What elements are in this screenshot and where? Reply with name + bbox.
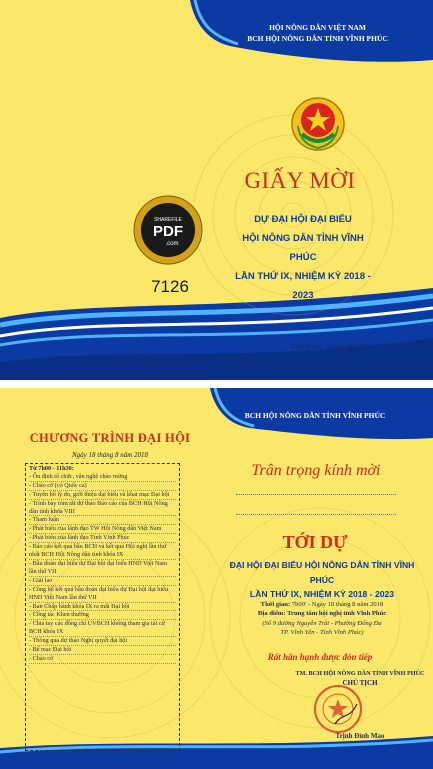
address-line-2: TP. Vĩnh Yên - Tỉnh Vĩnh Phúc) — [280, 629, 364, 636]
place-value: Trung tâm hội nghị tỉnh Vĩnh Phúc — [287, 610, 387, 617]
address-line-1: (Số 9 đường Nguyễn Trãi - Phường Đống Đa — [262, 620, 382, 627]
event-line-2: LẦN THỨ IX, NHIỆM KỲ 2018 - 2023 — [249, 589, 395, 599]
signature-organization: TM. BCH HỘI NÔNG DÂN TỈNH VĨNH PHÚC — [295, 670, 425, 677]
cover-organization — [215, 22, 420, 44]
list-item: - Phát biểu của lãnh đạo Tỉnh Vĩnh Phúc — [29, 534, 176, 543]
sharefile-pdf-badge — [133, 195, 203, 265]
invitation-inner — [0, 388, 433, 769]
inner-organization: BCH HỘI NÔNG DÂN TỈNH VĨNH PHÚC — [244, 411, 386, 420]
list-item: - Chia tay các đồng chí UVBCH không tham gia tái cử BCH khóa IX — [29, 620, 176, 637]
program-schedule — [25, 463, 180, 751]
attend-heading: TỚI DỰ — [282, 532, 348, 552]
schedule-heading: Từ 7h00 - 11h30: — [29, 465, 74, 472]
program-date: Ngày 18 tháng 8 năm 2018 — [71, 451, 149, 459]
document-code: 7126 — [151, 277, 189, 296]
subtitle-line-2: HỘI NÔNG DÂN TỈNH VĨNH PHÚC — [242, 233, 364, 263]
invitation-title: GIẤY MỜI — [244, 168, 356, 193]
invitation-cover — [0, 0, 433, 380]
program-title: CHƯƠNG TRÌNH ĐẠI HỘI — [29, 431, 191, 445]
place-label: Địa điểm: — [257, 610, 286, 617]
time-label: Thời gian: — [260, 601, 291, 608]
org-line-2: BCH HỘI NÔNG DÂN TỈNH VĨNH PHÚC — [247, 34, 388, 43]
list-item: - Bầu đoàn đại biểu dự Đại hội đại biểu HND Việt Nam lần thứ VII — [29, 560, 176, 577]
welcome-phrase: Rất hân hạnh được đón tiếp — [267, 652, 373, 662]
subtitle-line-1: DỰ ĐẠI HỘI ĐẠI BIỂU — [254, 214, 352, 225]
list-item: - Tuyên bố lý do, giới thiệu đại biểu và khai mạc Đại hội — [29, 491, 176, 500]
list-item: - Tham luận — [29, 516, 176, 525]
official-seal-stamp — [313, 684, 363, 734]
cover-date-place: Vĩnh Phúc, tháng 08/2018 — [290, 342, 370, 351]
list-item: - Trình bày tóm tắt dự thảo Báo cáo của BCH Hội Nông dân tỉnh khóa VIII — [29, 500, 176, 517]
badge-top-text: SHAREFILE — [154, 217, 182, 223]
cover-subtitle — [228, 210, 378, 305]
badge-main-text: PDF — [153, 223, 183, 240]
org-line-1: HỘI NÔNG DÂN VIỆT NAM — [269, 23, 366, 32]
list-item: - Báo cáo kết quả bầu BCH và kết quả Hội nghị lần thứ nhất BCH Hội Nông dân tỉnh khóa IX — [29, 543, 176, 560]
farmers-association-emblem — [290, 96, 346, 152]
list-item: - Giải lao — [29, 577, 176, 586]
time-value: 7h00' - Ngày 18 tháng 8 năm 2018 — [291, 601, 384, 608]
signature-title: CHỦ TỊCH — [342, 679, 378, 687]
list-item: - Công bố kết quả bầu đoàn đại biểu dự Đại hội đại biểu HND Việt Nam lần thứ VII — [29, 586, 176, 603]
event-place — [222, 610, 422, 617]
guest-name-line — [236, 514, 396, 515]
list-item: - Bế mạc Đại hội — [29, 646, 176, 655]
list-item: - Chào cờ — [29, 655, 176, 664]
invitation-phrase: Trân trọng kính mời — [251, 462, 381, 479]
list-item: - Chào cờ (có Quốc ca) — [29, 482, 176, 491]
event-time — [222, 601, 422, 608]
list-item: - Công tác Khen thưởng — [29, 611, 176, 620]
event-line-1: ĐẠI HỘI ĐẠI BIỂU HỘI NÔNG DÂN TỈNH VĨNH PHÚC — [229, 560, 415, 585]
list-item: - Ổn định tổ chức, văn nghệ chào mừng — [29, 473, 176, 482]
badge-sub-text: .com — [165, 241, 179, 247]
event-name — [222, 558, 422, 602]
guest-name-line — [236, 494, 396, 495]
list-item: - Ban Chấp hành khóa IX ra mắt Đại hội — [29, 603, 176, 612]
list-item: - Thông qua dự thảo Nghị quyết đại hội — [29, 637, 176, 646]
signer-name: Trịnh Đình Mao — [335, 732, 385, 740]
subtitle-line-3: LẦN THỨ IX, NHIỆM KỲ 2018 - 2023 — [235, 271, 371, 301]
list-item: - Phát biểu của lãnh đạo TW Hội Nông dân Việt Nam — [29, 525, 176, 534]
